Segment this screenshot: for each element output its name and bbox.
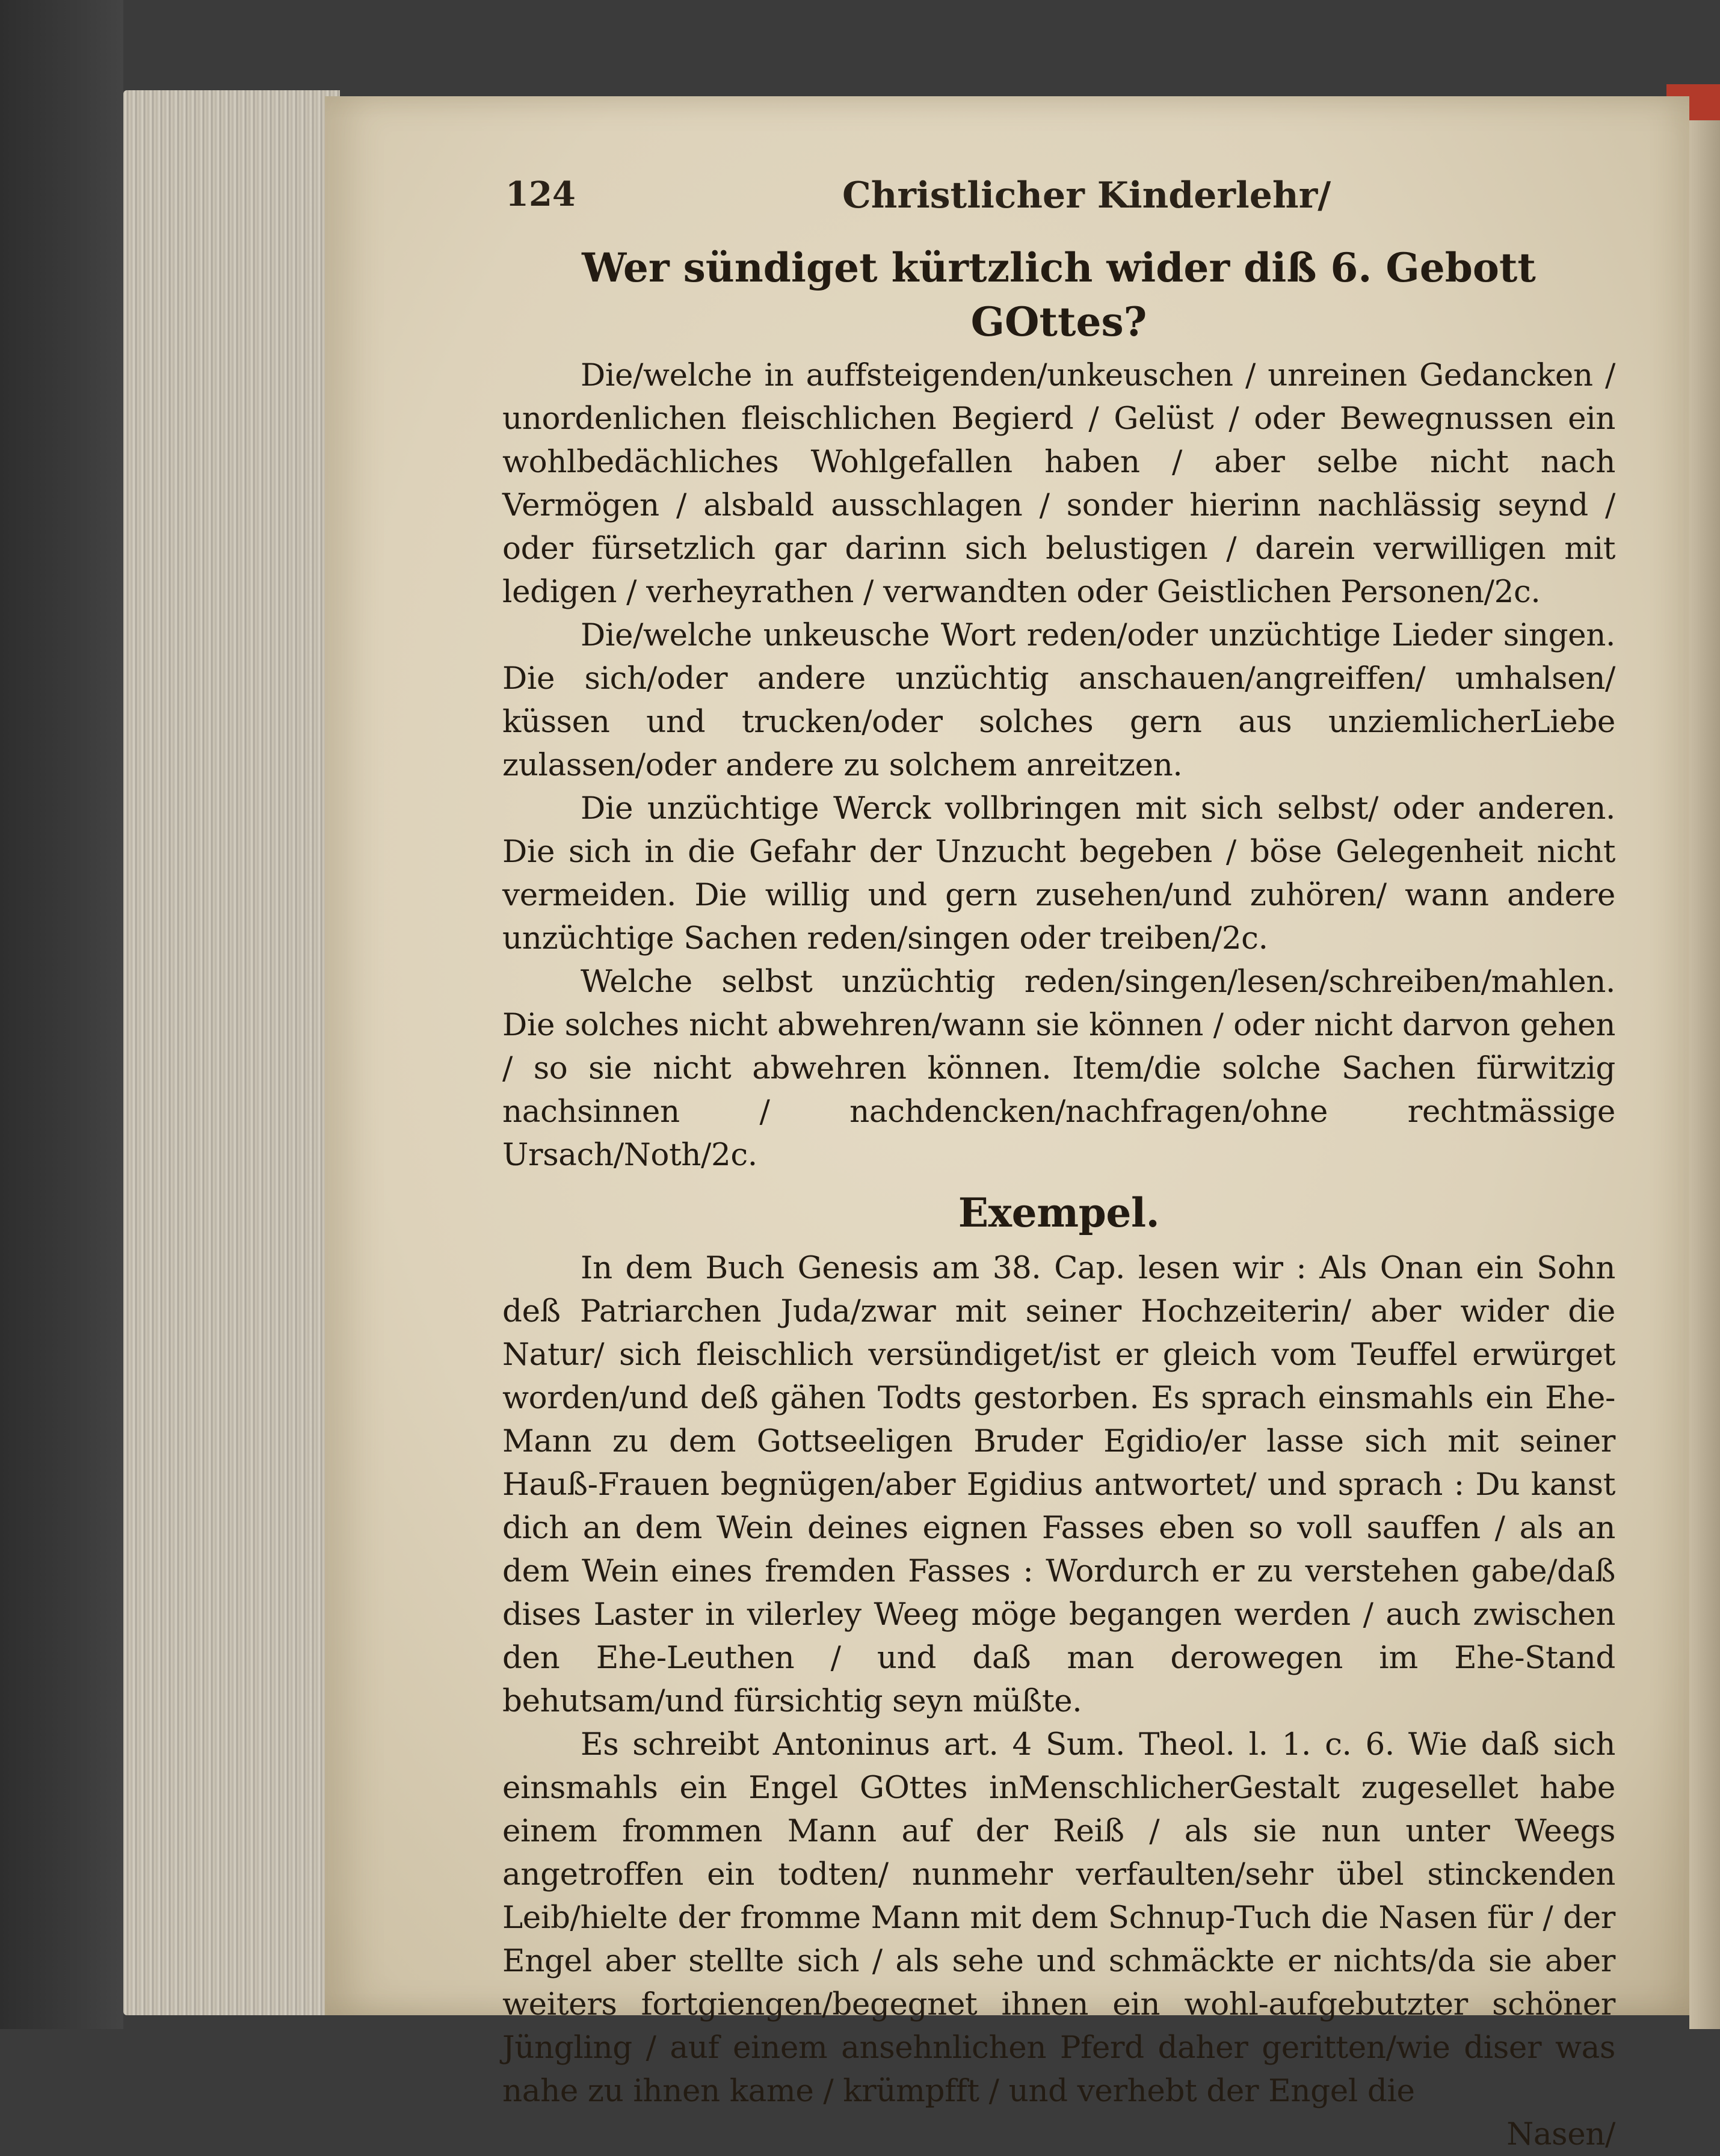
page-edges-stack — [123, 90, 340, 2015]
example-paragraph: Es schreibt Antoninus art. 4 Sum. Theol. l. 1. c. 6. Wie daß sich einsmahls ein Engel GOttes inMenschlicherGestalt zugesellet habe einem frommen Mann auf der Reiß / als sie nun unter Weegs angetroffen ein todten/ nunmehr verfaulten/sehr übel stinckenden Leib/hielte der fromme Mann mit dem Schnup-Tuch die Nasen für / der Engel aber stellte sich / als sehe und schmäckte er nichts/da sie aber weiters fortgiengen/begegnet ihnen ein wohl-aufgebutzter schöner Jüngling / auf einem ansehnlichen Pferd daher geritten/wie diser was nahe zu ihnen kame / krümpfft / und verhebt der Engel die — [502, 1726, 1615, 2109]
example-paragraph: In dem Buch Genesis am 38. Cap. lesen wir : Als Onan ein Sohn deß Patriarchen Juda/zwar mit seiner Hochzeiterin/ aber wider die Natur/ sich fleischlich versündiget/ist er gleich vom Teuffel erwürget worden/und deß gähen Todts gestorben. Es sprach einsmahls ein Ehe-Mann zu dem Gottseeligen Bruder Egidio/er lasse sich mit seiner Hauß-Frauen begnügen/aber Egidius antwortet/ und sprach : Du kanst dich an dem Wein deines eignen Fasses eben so voll sauffen / als an dem Wein eines fremden Fasses : Wordurch er zu verstehen gabe/daß dises Laster in vilerley Weeg möge begangen werden / auch zwischen den Ehe-Leuthen / und daß man derowegen im Ehe-Stand behutsam/und fürsichtig seyn müßte. — [502, 1250, 1615, 1719]
catchword: Nasen/ — [1506, 2116, 1615, 2152]
background-dark-left — [0, 0, 123, 2029]
paragraph: Welche selbst unzüchtig reden/singen/lesen/schreiben/mahlen. Die solches nicht abwehren/wann sie können / oder nicht darvon gehen / so sie nicht abwehren können. Item/die solche Sachen fürwitzig nachsinnen / nachdencken/nachfragen/ohne rechtmässige Ursach/Noth/2c. — [502, 964, 1615, 1173]
page-number: 124 — [505, 174, 576, 214]
paragraph: Die unzüchtige Werck vollbringen mit sich selbst/ oder anderen. Die sich in die Gefahr der Unzucht begeben / böse Gelegenheit nicht vermeiden. Die willig und gern zusehen/und zuhören/ wann andere unzüchtige Sachen reden/singen oder treiben/2c. — [502, 790, 1615, 956]
question-heading: Wer sündiget kürtzlich wider diß 6. Gebott GOttes? — [582, 244, 1536, 345]
paragraph: Die/welche in auffsteigenden/unkeuschen / unreinen Gedancken / unordenlichen fleischlichen Begierd / Gelüst / oder Bewegnussen ein wohlbedächliches Wohlgefallen haben / aber selbe nicht nach Vermögen / alsbald ausschlagen / sonder hierinn nachlässig seynd / oder fürsetzlich gar darinn sich belustigen / darein verwilligen mit ledigen / verheyrathen / verwandten oder Geistlichen Personen/2c. — [502, 357, 1615, 610]
section-heading: Exempel. — [958, 1189, 1160, 1236]
running-head: Christlicher Kinderlehr/ — [842, 174, 1331, 217]
page-header — [505, 174, 1624, 229]
facing-page-edge — [1689, 90, 1720, 2029]
text-block — [502, 241, 1615, 2156]
paragraph: Die/welche unkeusche Wort reden/oder unzüchtige Lieder singen. Die sich/oder andere unzüchtig anschauen/angreiffen/ umhalsen/ küssen und trucken/oder solches gern aus unziemlicherLiebe zulassen/oder andere zu solchem anreitzen. — [502, 617, 1615, 783]
